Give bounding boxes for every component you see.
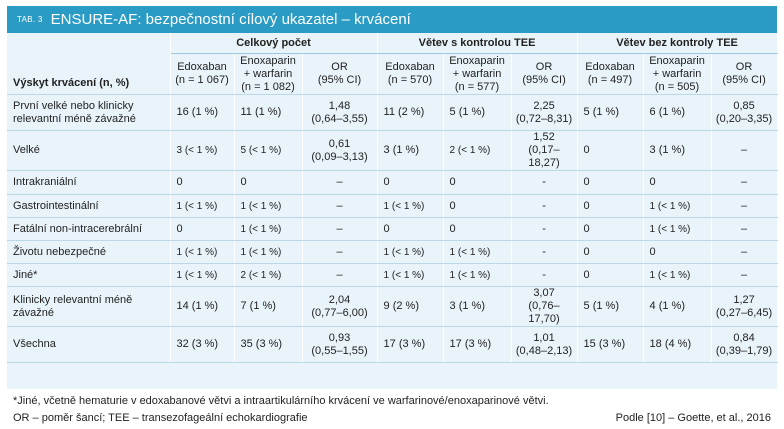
cell-value: 3 (1 %) (383, 144, 419, 156)
or-cell (711, 195, 777, 218)
count-cell (377, 95, 443, 131)
column-header-line: (n = 577) (454, 80, 500, 93)
row-label-line: Velké (13, 144, 40, 156)
count-cell (443, 327, 511, 363)
table-row (7, 195, 777, 218)
row-label (7, 327, 170, 363)
footnote-abbreviations: OR – poměr šancí; TEE – transezofageální echokardiografie (13, 412, 308, 424)
cell-value: 1 (< 1 %) (449, 246, 491, 258)
cell-value: 0 (449, 222, 456, 235)
count-cell (443, 95, 511, 131)
row-label (7, 171, 170, 195)
count-cell (577, 241, 643, 264)
or-cell (302, 95, 377, 131)
cell-value: – (336, 268, 343, 281)
cell-value: 1 (< 1 %) (176, 269, 218, 281)
cell-value: 0 (583, 222, 590, 235)
cell-value: 11 (2 %) (383, 106, 425, 118)
count-cell (443, 195, 511, 218)
row-label-line: První velké nebo klinicky (13, 99, 134, 112)
cell-value: 0 (583, 176, 590, 188)
cell-value: 0 (649, 176, 656, 188)
cell-value: (0,48–2,13) (515, 344, 573, 357)
count-cell (577, 171, 643, 195)
table-row (7, 327, 777, 363)
count-cell (443, 241, 511, 264)
row-label-line: Intrakraniální (13, 176, 77, 188)
cell-value: (0,27–6,45) (715, 306, 773, 319)
cell-value: 0 (583, 199, 590, 212)
cell-value: 0 (583, 144, 590, 156)
cell-value: (0,64–3,55) (311, 112, 368, 125)
column-header (711, 54, 777, 95)
group-header: Větev s kontrolou TEE (377, 33, 577, 54)
cell-value: 1 (< 1 %) (383, 246, 425, 258)
column-header-line: Enoxaparin (649, 54, 705, 67)
cell-value: 0 (583, 245, 590, 258)
cell-value: 1 (< 1 %) (383, 269, 425, 281)
or-cell (511, 287, 577, 327)
table-row (7, 95, 777, 131)
cell-value: 1 (< 1 %) (176, 200, 218, 212)
cell-value: 2,04 (328, 293, 351, 306)
row-label-header: Výskyt krvácení (n, %) (7, 33, 170, 95)
cell-value: – (336, 176, 343, 188)
count-cell (377, 195, 443, 218)
cell-value: 3 (1 %) (649, 144, 685, 156)
count-cell (170, 287, 234, 327)
cell-value: - (542, 268, 546, 281)
count-cell (234, 264, 302, 287)
column-header (377, 54, 443, 95)
header-group-row (7, 33, 777, 54)
cell-value: - (542, 199, 546, 212)
count-cell (643, 131, 711, 171)
or-cell (302, 131, 377, 171)
cell-value: 0 (240, 176, 247, 188)
table-title: ENSURE-AF: bezpečnostní cílový ukazatel – krvácení (50, 11, 411, 28)
cell-value: 15 (3 %) (583, 338, 626, 350)
count-cell (643, 218, 711, 241)
cell-value: 3 (1 %) (449, 300, 485, 312)
cell-value: 16 (1 %) (176, 106, 219, 118)
table-title-bar (7, 6, 777, 33)
or-cell (302, 327, 377, 363)
row-label (7, 131, 170, 171)
count-cell (377, 264, 443, 287)
cell-value: 17 (3 %) (449, 338, 492, 350)
cell-value: 1 (< 1 %) (240, 200, 282, 212)
row-label (7, 218, 170, 241)
footnote-other: *Jiné, včetně hematurie v edoxabanové větvi a intraartikulárního krvácení ve warfarinové/enoxaparinové větvi. (13, 395, 549, 407)
or-cell (511, 95, 577, 131)
cell-value: (0,77–6,00) (311, 306, 368, 319)
cell-value: (0,20–3,35) (715, 112, 773, 125)
row-label-line: Jiné* (13, 268, 38, 281)
count-cell (170, 171, 234, 195)
column-header-line: + warfarin (652, 67, 702, 80)
count-cell (377, 241, 443, 264)
or-cell (511, 241, 577, 264)
cell-value: 1,48 (328, 99, 351, 112)
count-cell (377, 131, 443, 171)
count-cell (234, 131, 302, 171)
cell-value: 35 (3 %) (240, 338, 283, 350)
cell-value: – (740, 199, 748, 212)
column-header-line: OR (535, 61, 553, 73)
cell-value: 0,61 (328, 137, 351, 150)
column-header-line: Edoxaban (177, 61, 227, 73)
count-cell (643, 327, 711, 363)
column-header-line: + warfarin (243, 67, 293, 80)
source-citation: Podle [10] – Goette, et al., 2016 (615, 412, 771, 424)
count-cell (577, 327, 643, 363)
or-cell (711, 131, 777, 171)
row-label-line: Fatální non-intracerebrální (13, 222, 143, 235)
cell-value: 0 (383, 176, 390, 188)
group-header: Větev bez kontroly TEE (577, 33, 777, 54)
count-cell (234, 218, 302, 241)
cell-value: 1 (< 1 %) (649, 269, 691, 281)
cell-value: 0 (176, 222, 183, 235)
row-label (7, 241, 170, 264)
cell-value: – (336, 199, 343, 212)
column-header-line: Enoxaparin (449, 54, 505, 67)
count-cell (170, 241, 234, 264)
column-header-line: (n = 1 067) (175, 74, 229, 86)
bleeding-table (7, 33, 778, 363)
column-header (234, 54, 302, 95)
or-cell (511, 264, 577, 287)
count-cell (377, 218, 443, 241)
cell-value: 9 (2 %) (383, 300, 419, 312)
cell-value: – (740, 268, 748, 281)
column-header-line: (n = 1 082) (241, 80, 295, 93)
count-cell (170, 95, 234, 131)
column-header-line: (95% CI) (722, 74, 766, 86)
count-cell (234, 195, 302, 218)
cell-value: 1 (< 1 %) (383, 200, 425, 212)
column-header-line: OR (735, 61, 753, 73)
cell-value: – (740, 144, 748, 156)
or-cell (711, 241, 777, 264)
count-cell (643, 241, 711, 264)
count-cell (577, 95, 643, 131)
row-label-line: Klinicky relevantní méně (13, 293, 133, 306)
cell-value: 4 (1 %) (649, 300, 685, 312)
cell-value: 0 (449, 176, 456, 188)
cell-value: 0 (649, 245, 656, 258)
column-header (170, 54, 234, 95)
cell-value: 1 (< 1 %) (240, 246, 282, 258)
cell-value: - (542, 222, 546, 235)
cell-value: - (542, 176, 546, 188)
column-header (443, 54, 511, 95)
cell-value: 1 (< 1 %) (176, 246, 218, 258)
count-cell (443, 218, 511, 241)
cell-value: (0,09–3,13) (311, 150, 368, 163)
count-cell (443, 131, 511, 171)
or-cell (711, 287, 777, 327)
count-cell (234, 171, 302, 195)
cell-value: 14 (1 %) (176, 300, 219, 312)
cell-value: 5 (1 %) (449, 106, 485, 118)
count-cell (577, 195, 643, 218)
or-cell (711, 327, 777, 363)
cell-value: 1 (< 1 %) (240, 223, 282, 235)
cell-value: 0,84 (733, 331, 755, 344)
row-label-line: Životu nebezpečné (13, 245, 106, 258)
row-label (7, 287, 170, 327)
or-cell (302, 264, 377, 287)
table-row (7, 131, 777, 171)
count-cell (443, 287, 511, 327)
cell-value: 17 (3 %) (383, 338, 426, 350)
or-cell (511, 327, 577, 363)
column-header-line: (95% CI) (522, 74, 566, 86)
cell-value: 3,07 (533, 287, 555, 299)
count-cell (577, 264, 643, 287)
row-label-line: závažné (13, 306, 54, 319)
count-cell (643, 171, 711, 195)
cell-value: 3 (< 1 %) (176, 145, 218, 156)
cell-value: – (336, 245, 343, 258)
count-cell (234, 287, 302, 327)
cell-value: – (336, 222, 343, 235)
or-cell (711, 218, 777, 241)
cell-value: 0 (383, 222, 390, 235)
cell-value: – (740, 245, 748, 258)
or-cell (711, 95, 777, 131)
column-header-line: Edoxaban (385, 61, 435, 73)
table-figure (7, 6, 777, 424)
column-header (511, 54, 577, 95)
cell-value: 2 (< 1 %) (240, 269, 282, 281)
or-cell (711, 264, 777, 287)
column-header (643, 54, 711, 95)
cell-value: 0 (583, 268, 590, 281)
count-cell (377, 327, 443, 363)
cell-value: 5 (< 1 %) (240, 145, 282, 156)
cell-value: - (542, 245, 546, 258)
or-cell (302, 195, 377, 218)
or-cell (302, 241, 377, 264)
column-header-line: OR (331, 61, 348, 73)
or-cell (511, 195, 577, 218)
cell-value: 0 (176, 176, 183, 188)
row-label-line: Všechna (13, 338, 56, 350)
cell-value: – (740, 176, 748, 188)
count-cell (170, 218, 234, 241)
group-header: Celkový počet (170, 33, 377, 54)
count-cell (643, 264, 711, 287)
cell-value: 0 (449, 199, 456, 212)
cell-value: (0,39–1,79) (715, 344, 773, 357)
cell-value: 0,93 (328, 331, 351, 344)
or-cell (302, 287, 377, 327)
cell-value: 11 (1 %) (240, 106, 282, 118)
row-label-line: Gastrointestinální (13, 199, 99, 212)
column-header-line: (n = 570) (387, 74, 433, 86)
cell-value: (0,76–17,70) (528, 300, 560, 325)
table-row (7, 287, 777, 327)
count-cell (643, 287, 711, 327)
count-cell (577, 287, 643, 327)
cell-value: 6 (1 %) (649, 106, 685, 118)
count-cell (234, 241, 302, 264)
column-header (302, 54, 377, 95)
table-row (7, 264, 777, 287)
cell-value: 0,85 (733, 99, 755, 112)
or-cell (711, 171, 777, 195)
column-header-line: (n = 505) (654, 80, 700, 93)
cell-value: 1 (< 1 %) (649, 223, 691, 235)
table-row (7, 218, 777, 241)
count-cell (170, 131, 234, 171)
table-row (7, 241, 777, 264)
or-cell (511, 218, 577, 241)
cell-value: 18 (4 %) (649, 338, 692, 350)
cell-value: 1 (< 1 %) (449, 269, 491, 281)
or-cell (302, 218, 377, 241)
column-header-line: Enoxaparin (240, 54, 296, 67)
cell-value: 2,25 (533, 99, 555, 112)
or-cell (511, 171, 577, 195)
column-header-line: (95% CI) (317, 74, 362, 86)
cell-value: 7 (1 %) (240, 300, 276, 312)
count-cell (234, 95, 302, 131)
cell-value: 32 (3 %) (176, 338, 219, 350)
count-cell (170, 195, 234, 218)
row-label (7, 264, 170, 287)
table-body-wrap (7, 33, 777, 389)
table-row (7, 171, 777, 195)
count-cell (643, 95, 711, 131)
cell-value: 1,01 (533, 331, 555, 344)
cell-value: (0,72–8,31) (515, 112, 573, 125)
or-cell (511, 131, 577, 171)
count-cell (234, 327, 302, 363)
row-label-line: relevantní méně závažné (13, 112, 136, 125)
cell-value: 1,27 (733, 293, 755, 306)
column-header-line: + warfarin (452, 67, 502, 80)
or-cell (302, 171, 377, 195)
count-cell (577, 131, 643, 171)
column-header-line: (n = 497) (587, 74, 633, 86)
cell-value: 1,52 (533, 131, 555, 143)
count-cell (377, 287, 443, 327)
cell-value: – (740, 222, 748, 235)
count-cell (443, 264, 511, 287)
count-cell (170, 327, 234, 363)
row-label (7, 195, 170, 218)
cell-value: (0,55–1,55) (311, 344, 368, 357)
cell-value: 2 (< 1 %) (449, 145, 491, 156)
row-label (7, 95, 170, 131)
count-cell (170, 264, 234, 287)
cell-value: 5 (1 %) (583, 300, 619, 312)
column-header (577, 54, 643, 95)
count-cell (443, 171, 511, 195)
table-tag: TAB. 3 (17, 15, 43, 24)
cell-value: 5 (1 %) (583, 106, 619, 118)
cell-value: 1 (< 1 %) (649, 200, 691, 212)
count-cell (377, 171, 443, 195)
column-header-line: Edoxaban (585, 61, 635, 73)
count-cell (643, 195, 711, 218)
cell-value: (0,17–18,27) (528, 144, 560, 169)
count-cell (577, 218, 643, 241)
